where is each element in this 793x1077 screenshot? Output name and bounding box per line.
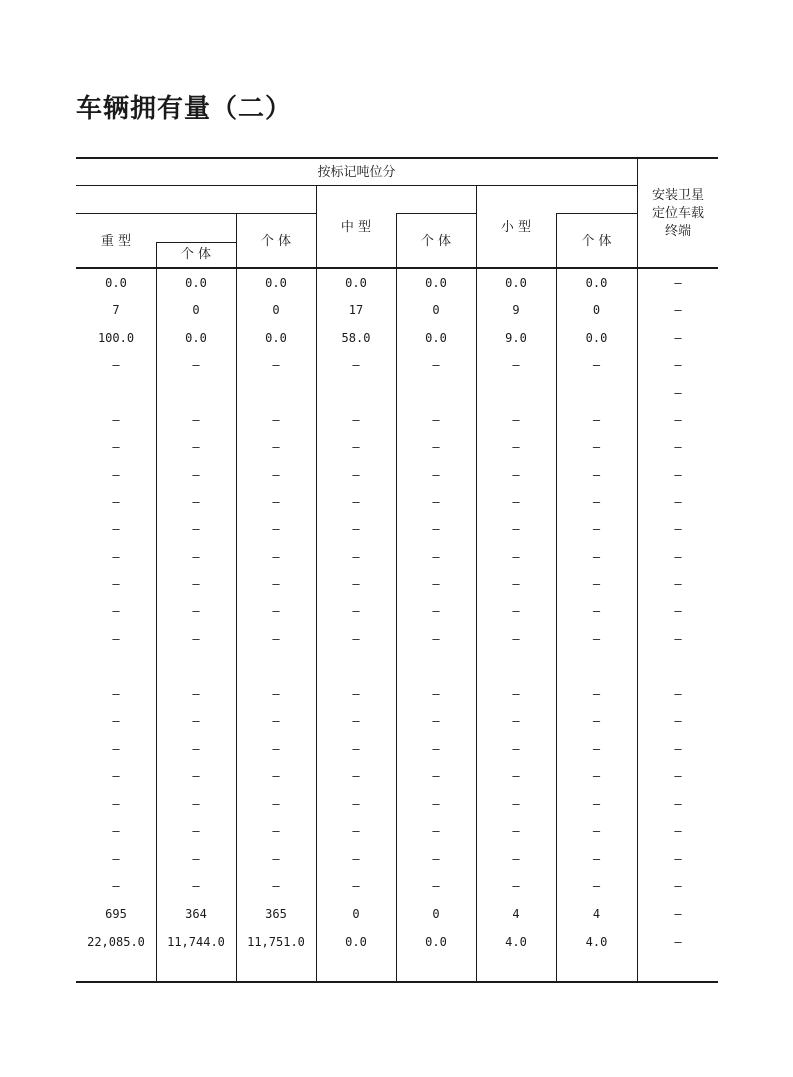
table-cell: – <box>512 413 520 427</box>
header-gps: 安装卫星定位车载终端 <box>651 188 704 239</box>
table-cell: – <box>674 522 682 536</box>
table-cell: – <box>352 577 360 591</box>
subgroup-rule-mid <box>397 213 477 214</box>
table-cell: – <box>512 495 520 509</box>
table-cell: – <box>512 769 520 783</box>
table-cell: – <box>512 879 520 893</box>
table-cell: – <box>674 714 682 728</box>
table-cell <box>76 658 156 674</box>
table-cell: 0.0 <box>425 276 447 290</box>
header-individual-1: 个 体 <box>260 234 292 249</box>
table-cell: – <box>112 687 120 701</box>
vline-236-body <box>236 269 237 981</box>
header-medium: 中 型 <box>340 220 372 235</box>
table-cell: – <box>272 468 280 482</box>
table-cell: – <box>272 604 280 618</box>
table-cell: – <box>192 797 200 811</box>
table-cell: – <box>272 440 280 454</box>
table-cell: 4 <box>512 907 520 921</box>
table-cell: 9.0 <box>505 331 527 345</box>
table-cell: – <box>512 522 520 536</box>
table-cell: – <box>512 440 520 454</box>
table-cell: – <box>592 522 601 536</box>
table-cell: 0 <box>592 303 601 317</box>
table-cell: – <box>352 687 360 701</box>
table-cell <box>76 385 156 401</box>
table-cell: – <box>512 797 520 811</box>
table-cell: – <box>352 714 360 728</box>
table-cell: – <box>112 632 120 646</box>
header-small: 小 型 <box>500 220 532 235</box>
table-bottom-rule <box>76 981 718 983</box>
table-cell: – <box>432 550 440 564</box>
table-cell: – <box>352 550 360 564</box>
table-cell: – <box>352 742 360 756</box>
table-cell <box>156 385 236 401</box>
vline-156-body <box>156 269 157 981</box>
header-individual-3: 个 体 <box>581 234 612 249</box>
table-cell: 365 <box>265 907 287 921</box>
table-cell: – <box>192 577 200 591</box>
table-cell: 0 <box>352 907 360 921</box>
table-cell: 11,744.0 <box>167 935 225 949</box>
table-cell: – <box>432 522 440 536</box>
table-cell: 4.0 <box>585 935 608 949</box>
table-cell: – <box>272 550 280 564</box>
table-cell: – <box>192 550 200 564</box>
table-cell: – <box>272 742 280 756</box>
table-cell <box>396 658 476 674</box>
table-cell <box>236 658 316 674</box>
table-cell: 11,751.0 <box>247 935 305 949</box>
table-cell: – <box>352 522 360 536</box>
vline-556-body <box>556 269 557 981</box>
table-cell: – <box>592 687 601 701</box>
table-cell: 100.0 <box>97 331 135 345</box>
table-cell: – <box>592 550 601 564</box>
table-cell: – <box>112 577 120 591</box>
table-cell: – <box>592 495 601 509</box>
table-cell: 0.0 <box>585 276 608 290</box>
table-cell: – <box>192 824 200 838</box>
table-cell <box>556 385 637 401</box>
table-cell: – <box>272 797 280 811</box>
table-cell: – <box>592 468 601 482</box>
table-cell: – <box>112 440 120 454</box>
table-cell: – <box>112 468 120 482</box>
table-cell: – <box>674 386 682 400</box>
table-cell: – <box>272 413 280 427</box>
table-cell: – <box>432 577 440 591</box>
table-cell: – <box>674 468 682 482</box>
table-cell: – <box>674 879 682 893</box>
table-cell: – <box>512 742 520 756</box>
table-cell: 17 <box>348 303 364 317</box>
table-cell: – <box>592 742 601 756</box>
table-cell: – <box>272 522 280 536</box>
table-cell: – <box>674 797 682 811</box>
table-cell: – <box>512 604 520 618</box>
vline-476-body <box>476 269 477 981</box>
table-cell: 0.0 <box>265 276 287 290</box>
table-cell: – <box>112 824 120 838</box>
table-top-rule <box>76 157 718 159</box>
table-cell <box>476 658 556 674</box>
header-heavy: 重 型 <box>100 234 132 249</box>
table-cell: – <box>192 522 200 536</box>
table-cell: – <box>272 687 280 701</box>
table-cell <box>396 385 476 401</box>
table-cell: – <box>272 358 280 372</box>
table-cell: 0.0 <box>345 276 367 290</box>
table-cell: – <box>674 742 682 756</box>
header-bottom-rule <box>76 267 718 269</box>
table-cell: – <box>432 687 440 701</box>
table-cell: – <box>432 714 440 728</box>
table-cell: – <box>674 824 682 838</box>
table-cell: – <box>432 632 440 646</box>
table-cell: – <box>674 276 682 290</box>
table-cell: – <box>674 331 682 345</box>
table-cell: 364 <box>185 907 207 921</box>
table-cell: – <box>352 440 360 454</box>
header-tonnage-group: 按标记吨位分 <box>317 165 396 180</box>
table-cell: – <box>592 852 601 866</box>
table-cell: – <box>512 852 520 866</box>
table-cell: – <box>674 907 682 921</box>
table-cell <box>156 658 236 674</box>
table-cell: – <box>432 879 440 893</box>
table-cell: – <box>352 358 360 372</box>
table-cell: 58.0 <box>341 331 371 345</box>
table-cell: – <box>272 769 280 783</box>
table-cell: – <box>592 879 601 893</box>
table-cell: – <box>112 769 120 783</box>
table-cell: – <box>192 604 200 618</box>
table-cell: – <box>272 824 280 838</box>
table-cell: 0 <box>272 303 280 317</box>
table-cell: – <box>512 468 520 482</box>
table-cell: – <box>592 824 601 838</box>
table-cell: – <box>352 495 360 509</box>
table-cell: – <box>112 522 120 536</box>
table-cell: – <box>432 358 440 372</box>
table-cell: – <box>112 495 120 509</box>
table-cell: – <box>352 632 360 646</box>
table-cell: – <box>192 852 200 866</box>
subgroup-rule-left <box>76 213 317 214</box>
table-cell: – <box>192 632 200 646</box>
table-cell: – <box>592 797 601 811</box>
table-cell: – <box>112 852 120 866</box>
table-cell: – <box>352 468 360 482</box>
table-cell: – <box>192 468 200 482</box>
vline-316-body <box>316 269 317 981</box>
table-cell: – <box>272 852 280 866</box>
group-header-rule <box>76 185 638 186</box>
table-cell: – <box>192 687 200 701</box>
heavy-individual-rule <box>156 242 237 243</box>
table-cell: – <box>352 769 360 783</box>
table-cell: – <box>592 413 601 427</box>
table-cell <box>476 385 556 401</box>
table-cell: – <box>512 577 520 591</box>
table-cell: – <box>272 714 280 728</box>
table-cell: – <box>674 440 682 454</box>
table-cell: – <box>432 769 440 783</box>
table-cell: – <box>592 577 601 591</box>
table-cell: 0 <box>432 303 440 317</box>
table-cell: – <box>674 852 682 866</box>
table-cell: 7 <box>112 303 120 317</box>
table-cell: – <box>592 632 601 646</box>
table-cell: – <box>592 440 601 454</box>
table-cell: 4.0 <box>505 935 527 949</box>
table-cell: – <box>192 769 200 783</box>
table-cell: 0 <box>192 303 200 317</box>
table-cell: – <box>674 495 682 509</box>
table-cell: 0.0 <box>425 935 447 949</box>
table-cell: – <box>192 879 200 893</box>
table-cell: – <box>192 714 200 728</box>
table-cell: – <box>674 413 682 427</box>
table-cell: 0.0 <box>425 331 447 345</box>
table-cell: – <box>674 935 682 949</box>
table-cell: – <box>112 714 120 728</box>
vline-396-body <box>396 269 397 981</box>
table-cell: – <box>432 468 440 482</box>
table-cell: – <box>112 879 120 893</box>
table-cell: – <box>272 879 280 893</box>
table-cell: – <box>674 632 682 646</box>
table-cell: – <box>432 824 440 838</box>
table-cell: – <box>592 358 601 372</box>
table-cell: – <box>112 358 120 372</box>
table-cell: – <box>192 358 200 372</box>
table-cell: – <box>192 742 200 756</box>
table-cell <box>556 658 637 674</box>
table-cell: – <box>352 852 360 866</box>
table-cell: – <box>112 742 120 756</box>
table-cell: – <box>592 769 601 783</box>
table-cell: – <box>352 879 360 893</box>
table-cell: – <box>352 824 360 838</box>
table-cell: 0.0 <box>185 331 207 345</box>
table-cell: – <box>512 714 520 728</box>
table-cell: 0.0 <box>185 276 207 290</box>
vline-637-body <box>637 269 638 981</box>
table-cell: – <box>112 550 120 564</box>
table-cell: 9 <box>512 303 520 317</box>
table-cell: – <box>512 632 520 646</box>
table-cell: – <box>112 604 120 618</box>
table-cell: – <box>432 413 440 427</box>
table-cell: – <box>432 797 440 811</box>
vline-637-header <box>637 159 638 268</box>
table-cell: 0 <box>432 907 440 921</box>
table-cell: – <box>674 358 682 372</box>
table-cell: – <box>272 632 280 646</box>
table-cell: 0.0 <box>105 276 127 290</box>
table-cell <box>236 385 316 401</box>
table-cell: – <box>512 824 520 838</box>
table-cell: – <box>112 797 120 811</box>
table-cell <box>316 385 396 401</box>
table-cell: 0.0 <box>505 276 527 290</box>
table-cell: – <box>512 358 520 372</box>
table-cell: – <box>432 742 440 756</box>
table-cell: – <box>432 852 440 866</box>
table-cell: – <box>674 577 682 591</box>
table-cell: – <box>352 413 360 427</box>
table-cell: – <box>192 495 200 509</box>
table-cell: – <box>592 604 601 618</box>
page-title: 车辆拥有量（二） <box>76 94 293 124</box>
table-cell: – <box>112 413 120 427</box>
table-cell: – <box>352 604 360 618</box>
table-cell: – <box>192 440 200 454</box>
table-cell: 0.0 <box>345 935 367 949</box>
table-cell: – <box>352 797 360 811</box>
table-cell <box>316 658 396 674</box>
table-cell: 695 <box>105 907 127 921</box>
table-cell: – <box>674 687 682 701</box>
table-cell: 0.0 <box>585 331 608 345</box>
table-cell: – <box>192 413 200 427</box>
table-cell: 0.0 <box>265 331 287 345</box>
table-cell: – <box>674 550 682 564</box>
header-individual-2: 个 体 <box>420 234 452 249</box>
table-cell: – <box>272 495 280 509</box>
table-cell: – <box>592 714 601 728</box>
table-cell: – <box>674 604 682 618</box>
table-cell: – <box>272 577 280 591</box>
header-heavy-individual: 个 体 <box>180 247 212 262</box>
table-cell: – <box>432 604 440 618</box>
table-cell <box>638 658 718 674</box>
table-cell: – <box>432 495 440 509</box>
subgroup-rule-right <box>557 213 638 214</box>
table-cell: – <box>432 440 440 454</box>
table-cell: – <box>512 550 520 564</box>
table-cell: – <box>674 303 682 317</box>
table-cell: 22,085.0 <box>87 935 145 949</box>
table-cell: – <box>674 769 682 783</box>
table-cell: – <box>512 687 520 701</box>
table-cell: 4 <box>592 907 601 921</box>
